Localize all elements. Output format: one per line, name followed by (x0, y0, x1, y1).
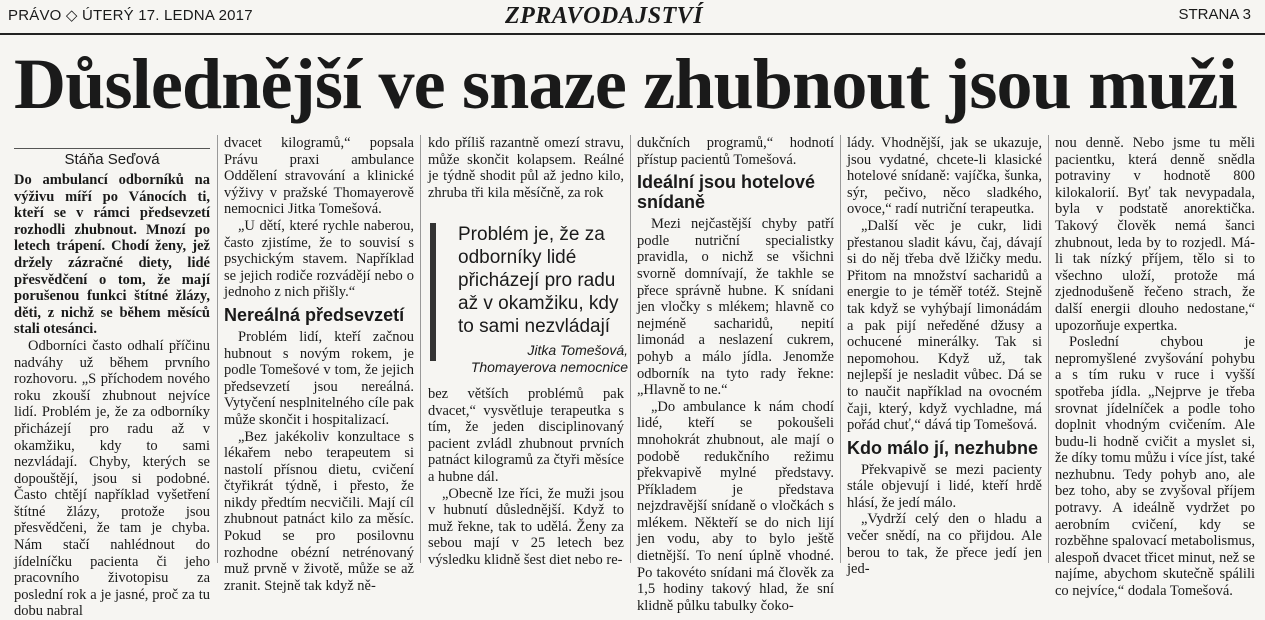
column-divider (1048, 135, 1049, 563)
subhead-hotel-breakfasts: Ideální jsou hotelové snídaně (637, 172, 816, 213)
pull-quote-author: Jitka Tomešová, (527, 342, 628, 358)
paragraph: „Vydrží celý den o hladu a večer snědí, na co přijdou. Ale berou to tak, že přece jedí jen jed- (847, 511, 1042, 578)
column-divider (840, 135, 841, 563)
paragraph: „Další věc je cukr, lidi přestanou sladit kávu, čaj, dávají si do něj třeba dvě lžičky medu. Přitom na množství sacharidů a energie to je téměř totéž. Stejně tak když se vyhýbají limonádám a pak pijí neředěné džusy a ochucené minerálky. Tak si nepomohou. Když už, tak nejlepší je nesladit vůbec. Dá se to naučit například na ovocném čaji, který, když vychladne, má pořád chuť,“ dává tip Tomešová. (847, 217, 1042, 434)
article-column-4 (637, 135, 834, 614)
paragraph: Poslední chybou je nepromyšlené zvyšování pohybu a s tím ruku v ruce i vyšší spotřeba jídla. „Nejprve je třeba srovnat jídelníček a podle toho doplnit vhodným cvičením. Ale budu-li hodně cvičit a myslet si, že díky tomu můžu i více jíst, také nezhubnu. Tedy pohyb ano, ale bez toho, aby se zvyšoval příjem potravy. A ideálně vydržet po aerobním cvičení, kdy se rozběhne spalovací metabolismus, alespoň dvacet třicet minut, než se najíme, abychom skutečně spálili co nejvíce,“ dodala Tomešová. (1055, 334, 1255, 600)
article-column-3-top (428, 135, 624, 217)
paragraph: Problém lidí, kteří začnou hubnout s novým rokem, je podle Tomešové v tom, že jejich předsevzetí jsou nereálná. Vytyčení nesplnitelného cíle pak může skončit i hospitalizací. (224, 328, 414, 428)
article-column-5 (847, 135, 1042, 578)
pull-quote (430, 223, 628, 375)
paragraph: Překvapivě se mezi pacienty stále objevují i lidé, kteří hrdě hlásí, že jedí málo. (847, 461, 1042, 511)
masthead-left: PRÁVO ◇ ÚTERÝ 17. LEDNA 2017 (8, 7, 253, 24)
pull-quote-org: Thomayerova nemocnice (470, 359, 628, 375)
pull-quote-text: Problém je, že za odborníky lidé přicházejí pro radu až v okamžiku, kdy to sami nezvládají (458, 224, 619, 337)
column-divider (420, 135, 421, 563)
article-column-2 (224, 135, 414, 594)
subhead-unrealistic-resolutions: Nereálná předsevzetí (224, 304, 405, 325)
paragraph: bez větších problémů pak dvacet,“ vysvětluje terapeutka s tím, že jeden disciplinovaný pacient zvládl zhubnout prvních patnáct kilogramů za čtyři měsíce a hubne dál. (428, 386, 624, 485)
column-divider (630, 135, 631, 563)
paragraph: kdo příliš razantně omezí stravu, může skončit kolapsem. Reálné je týdně shodit půl až jedno kilo, zhruba tři kila měsíčně, za rok (428, 135, 624, 201)
article-column-1 (14, 172, 210, 620)
paragraph: Odborníci často odhalí příčinu nadváhy už během prvního rozhovoru. „S příchodem nového roku zkouší zhubnout nejvíce lidí. Problém je, že za odborníky přicházejí pro radu až v okamžiku, kdy to sami nezvládají. Chyby, kterých se dopouštějí, jsou si podobné. Často chtějí například vyšetření štítné žlázy, protože jsou přesvědčeni, že tam je chyba. Nám stačí nahlédnout do jídelníčku pacienta či jeho pracovního životopisu za poslední rok a je jasné, proč za tu dobu nabral (14, 337, 210, 620)
paragraph: „Bez jakékoliv konzultace s lékařem nebo terapeutem si nastolí přísnou dietu, cvičení čtyřikrát týdně, i přesto, že nikdy předtím necvičili. Mají cíl zhubnout patnáct kilo za měsíc. Pokud se pro posilovnu rozhodne obézní netrénovaný muž prvně v životě, může se až zranit. Stejně tak když ně- (224, 428, 414, 594)
lead-paragraph: Do ambulancí odborníků na výživu míří po Vánocích ti, kteří se v rámci předsevzetí rozhodli zhubnout. Mnozí po letech trápení. Chodí ženy, jež držely zázračné diety, lidé přesvědčení o tom, že mají porušenou funkci štítné žlázy, děti, z nichž se během měsíců stali otesánci. (14, 172, 210, 338)
paragraph: „Do ambulance k nám chodí lidé, kteří se pokoušeli mnohokrát zhubnout, ale mají o podobě redukčního režimu překvapivě mylné představy. Příkladem je představa nejzdravější snídaně o vločkách s mlékem. Někteří se do nich lijí jen vodu, aby to bylo ještě dietnější. To není úplně vhodné. Po takovéto snídani má člověk za 1,5 hodiny takový hlad, že sní klidně půlku tabulky čoko- (637, 398, 834, 614)
byline: Stáňa Seďová (14, 148, 210, 168)
top-rule (0, 33, 1265, 35)
headline: Důslednější ve snaze zhubnout jsou muži (14, 44, 1237, 124)
article-column-6 (1055, 135, 1255, 600)
paragraph: „U dětí, které rychle naberou, často zjistíme, že to souvisí s psychickým stavem. Například se jejich rodiče rozvádějí nebo o jednoho z nich přišly.“ (224, 217, 414, 301)
section-title: ZPRAVODAJSTVÍ (505, 3, 704, 29)
paragraph: Mezi nejčastější chyby patří podle nutriční specialistky pravidla, o nichž se všichni svorně domnívají, že takhle se přece správně hubne. K snídani jen vločky s mlékem; hlavně co nejméně sacharidů, nepití limonád a neslazení cukrem, pohyb a málo jídla. Jenomže odborník na tyto rady řekne: „Hlavně to ne.“ (637, 216, 834, 399)
paragraph: lády. Vhodnější, jak se ukazuje, jsou vydatné, chcete-li klasické hotelové snídaně: vajíčka, šunka, sýr, pečivo, něco sladkého, ovoce,“ radí nutriční terapeutka. (847, 135, 1042, 218)
page-number: STRANA 3 (1178, 6, 1251, 23)
article-column-3-bottom (428, 386, 624, 568)
paragraph: „Obecně lze říci, že muži jsou v hubnutí důslednější. Když to muž řekne, tak to udělá. Ženy za sebou mají v 25 letech bez výsledku klidně šest diet nebo re- (428, 485, 624, 568)
column-divider (217, 135, 218, 563)
paragraph: dvacet kilogramů,“ popsala Právu praxi ambulance Oddělení stravování a klinické výživy v pražské Thomayerově nemocnici Jitka Tomešová. (224, 135, 414, 218)
paragraph: nou denně. Nebo jsme tu měli pacientku, která denně snědla potraviny v hodnotě 800 kilokalorií. Byť tak nevypadala, byla v podstatě anorektička. Takový člověk nemá šanci zhubnout, leda by to rozjedl. Má-li tak nízký příjem, tělo si to všechno uloží, protože má zjednodušeně řečeno strach, že další energii dlouho nedostane,“ upozorňuje expertka. (1055, 135, 1255, 334)
subhead-eating-little: Kdo málo jí, nezhubne (847, 437, 1039, 458)
paragraph: dukčních programů,“ hodnotí přístup pacientů Tomešová. (637, 135, 834, 168)
